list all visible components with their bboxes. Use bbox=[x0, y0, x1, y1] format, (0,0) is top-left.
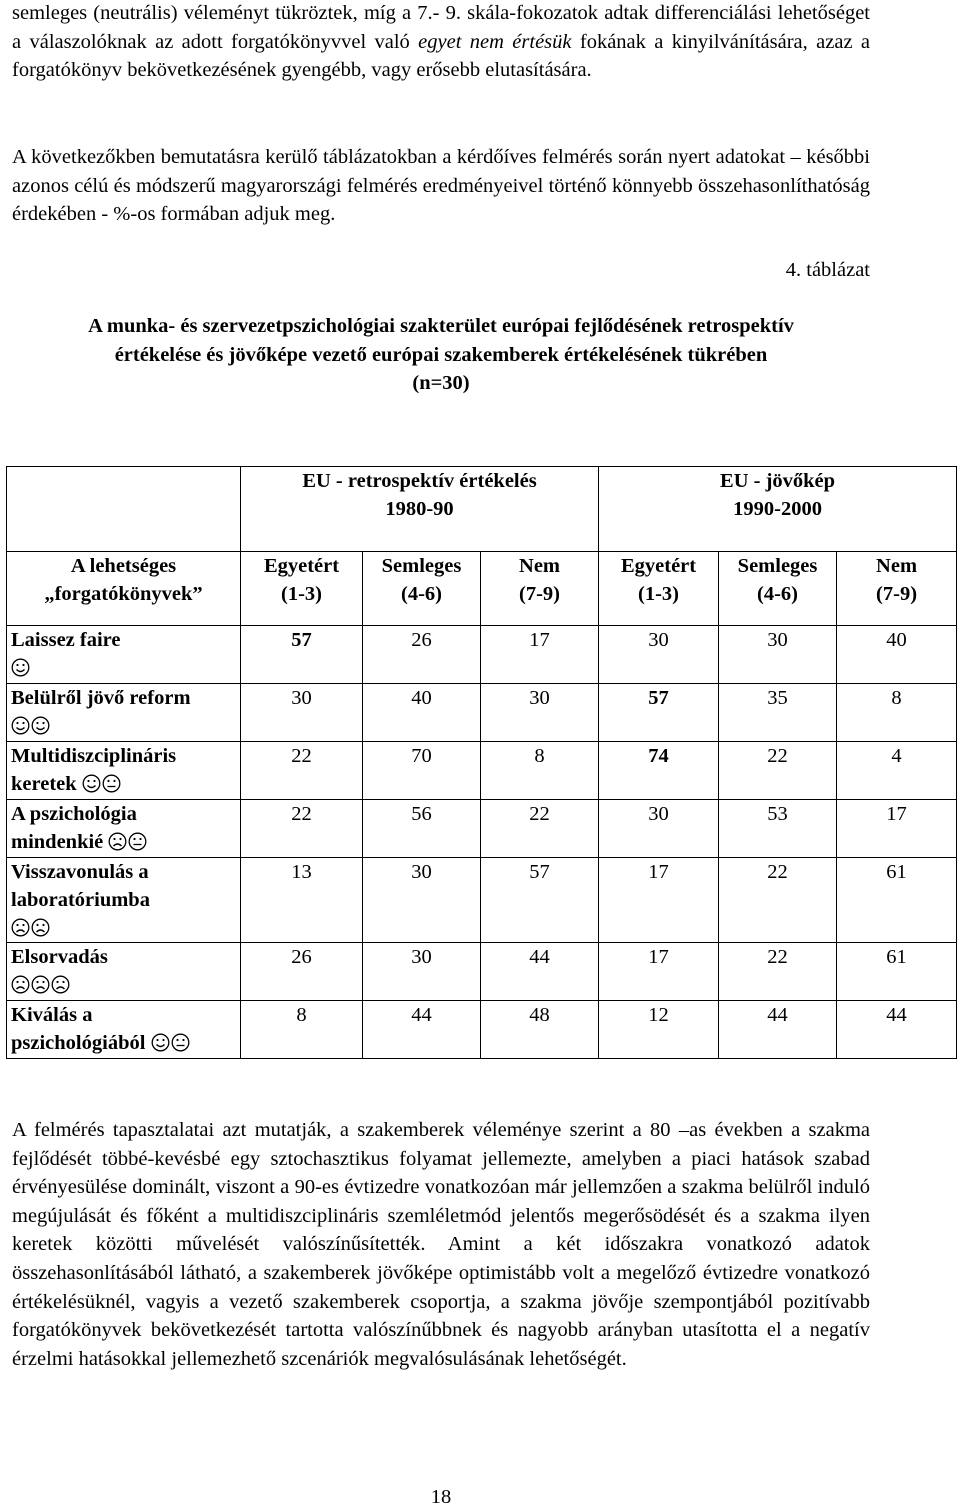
table-row bbox=[7, 684, 957, 742]
row-label-text: Belülről jövő reform bbox=[11, 687, 191, 709]
table-title bbox=[0, 312, 882, 398]
table-cell: 57 bbox=[481, 858, 599, 943]
table-cell: 8 bbox=[837, 684, 957, 742]
table-cell: 61 bbox=[837, 858, 957, 943]
row-label bbox=[7, 1001, 241, 1059]
paragraph-conclusion: A felmérés tapasztalatai azt mutatják, a szakemberek véleménye szerint a 80 –as években a szakma fejlődését többé-kevésbé egy sztochasztikus folyamat jellemezte, amelyben a piaci hatások szabad érvényesülése dominált, viszont a 90-es évtizedre vonatkozóan már jellemzően a szakma belülről induló megújulását és főként a multidiszciplináris szemléletmód jelentős megerősödését és a szakma ilyen keretek közötti művelését valószínűsítették. Amint a két időszakra vonatkozó adatok összehasonlításából látható, a szakemberek jövőképe optimistább volt a megelőző évtizedre vonatkozó értékelésüknél, vagyis a vezető szakemberek csoportja, a szakma jövője szempontjából pozitívabb forgatókönyvek bekövetkezését tartotta valószínűbbnek és nagyobb arányban utasította el a negatív érzelmi hatásokkal jellemezhető szcenáriók megvalósulásának lehetőségét. bbox=[12, 1119, 870, 1370]
smile-face-icon bbox=[82, 773, 101, 792]
table-title-line-3: (n=30) bbox=[412, 372, 470, 395]
table-cell: 22 bbox=[241, 800, 363, 858]
table-group-header-row bbox=[7, 467, 957, 552]
row-label-text: pszichológiából bbox=[11, 1032, 146, 1054]
table-cell: 74 bbox=[599, 742, 719, 800]
table-caption: 4. táblázat bbox=[785, 259, 870, 281]
frown-face-icon bbox=[11, 974, 30, 993]
col-header-4: Egyetért (1-3) bbox=[599, 552, 719, 626]
neutral-face-icon bbox=[128, 831, 147, 850]
paragraph1-emphasis: egyet nem értésük bbox=[418, 30, 572, 53]
row-label-text: mindenkié bbox=[11, 831, 104, 853]
corner-header: A lehetséges „forgatókönyvek” bbox=[7, 552, 241, 626]
col-header-5: Semleges (4-6) bbox=[719, 552, 837, 626]
table-row bbox=[7, 626, 957, 684]
smile-face-icon bbox=[151, 1032, 170, 1051]
table-cell: 61 bbox=[837, 943, 957, 1001]
table-cell: 8 bbox=[241, 1001, 363, 1059]
row-label bbox=[7, 943, 241, 1001]
row-label bbox=[7, 626, 241, 684]
table-row bbox=[7, 742, 957, 800]
table-cell: 40 bbox=[363, 684, 481, 742]
table-cell: 70 bbox=[363, 742, 481, 800]
row-label bbox=[7, 800, 241, 858]
table-cell: 44 bbox=[719, 1001, 837, 1059]
row-label-text: Elsorvadás bbox=[11, 946, 108, 968]
table-cell: 22 bbox=[719, 858, 837, 943]
frown-face-icon bbox=[51, 974, 70, 993]
frown-face-icon bbox=[31, 917, 50, 936]
table-cell: 30 bbox=[363, 858, 481, 943]
paragraph-table-intro: A következőkben bemutatásra kerülő táblázatokban a kérdőíves felmérés során nyert adatokat – későbbi azonos célú és módszerű magyarországi felmérés eredményeivel történő könnyebb összehasonlíthatóság érdekében - %-os formában adjuk meg. bbox=[12, 146, 870, 226]
table-cell: 30 bbox=[599, 800, 719, 858]
table-cell: 13 bbox=[241, 858, 363, 943]
table-cell: 8 bbox=[481, 742, 599, 800]
smile-face-icon bbox=[11, 657, 30, 676]
neutral-face-icon bbox=[102, 773, 121, 792]
row-label bbox=[7, 742, 241, 800]
frown-face-icon bbox=[11, 917, 30, 936]
table-cell: 57 bbox=[241, 626, 363, 684]
row-label-text: Kiválás a bbox=[11, 1004, 93, 1026]
row-label-text: Laissez faire bbox=[11, 629, 121, 651]
table-cell: 35 bbox=[719, 684, 837, 742]
table-cell: 17 bbox=[481, 626, 599, 684]
table-cell: 12 bbox=[599, 1001, 719, 1059]
paragraph1-text-a: semleges (neutrális) véleményt tükröztek, míg a 7.- 9. skála-fokozatok adtak differenciálási lehetőséget a válaszolóknak az adott forgatókönyvvel való bbox=[12, 2, 870, 53]
table-cell: 4 bbox=[837, 742, 957, 800]
table-cell: 44 bbox=[481, 943, 599, 1001]
paragraph1-text-b: fokának a kinyilvánítására, azaz a forgatókönyv bekövetkezésének gyengébb, vagy erősebb elutasítására. bbox=[12, 30, 871, 82]
col-header-2: Semleges (4-6) bbox=[363, 552, 481, 626]
table-cell: 30 bbox=[363, 943, 481, 1001]
row-label-text: Multidiszciplináris bbox=[11, 745, 177, 767]
row-label bbox=[7, 684, 241, 742]
group-header-retrospective: EU - retrospektív értékelés 1980-90 bbox=[241, 467, 599, 552]
table-cell: 22 bbox=[481, 800, 599, 858]
table-cell: 17 bbox=[599, 858, 719, 943]
table-cell: 40 bbox=[837, 626, 957, 684]
paragraph-scale-description bbox=[12, 0, 870, 85]
page-number: 18 bbox=[430, 1486, 452, 1508]
row-label bbox=[7, 858, 241, 943]
row-label-text: A pszichológia bbox=[11, 803, 137, 825]
table-row bbox=[7, 1001, 957, 1059]
group-header-future: EU - jövőkép 1990-2000 bbox=[599, 467, 957, 552]
table-cell: 17 bbox=[599, 943, 719, 1001]
table-column-header-row bbox=[7, 552, 957, 626]
table-cell: 30 bbox=[481, 684, 599, 742]
table-row bbox=[7, 800, 957, 858]
table-cell: 48 bbox=[481, 1001, 599, 1059]
row-label-text: Visszavonulás a bbox=[11, 861, 149, 883]
smile-face-icon bbox=[11, 715, 30, 734]
scenario-table bbox=[6, 466, 957, 1059]
frown-face-icon bbox=[31, 974, 50, 993]
table-cell: 26 bbox=[241, 943, 363, 1001]
table-cell: 17 bbox=[837, 800, 957, 858]
smile-face-icon bbox=[31, 715, 50, 734]
table-cell: 30 bbox=[241, 684, 363, 742]
table-title-line-1: A munka- és szervezetpszichológiai szakterület európai fejlődésének retrospektív bbox=[88, 315, 794, 337]
table-cell: 44 bbox=[363, 1001, 481, 1059]
table-empty-corner bbox=[7, 467, 241, 552]
table-cell: 53 bbox=[719, 800, 837, 858]
table-cell: 44 bbox=[837, 1001, 957, 1059]
neutral-face-icon bbox=[171, 1032, 190, 1051]
table-cell: 26 bbox=[363, 626, 481, 684]
table-cell: 30 bbox=[719, 626, 837, 684]
row-label-text: keretek bbox=[11, 773, 77, 795]
table-cell: 56 bbox=[363, 800, 481, 858]
col-header-1: Egyetért (1-3) bbox=[241, 552, 363, 626]
row-label-text: laboratóriumba bbox=[11, 889, 150, 911]
table-cell: 22 bbox=[719, 943, 837, 1001]
table-cell: 22 bbox=[719, 742, 837, 800]
table-cell: 57 bbox=[599, 684, 719, 742]
col-header-6: Nem (7-9) bbox=[837, 552, 957, 626]
col-header-3: Nem (7-9) bbox=[481, 552, 599, 626]
table-row bbox=[7, 943, 957, 1001]
table-cell: 30 bbox=[599, 626, 719, 684]
table-row bbox=[7, 858, 957, 943]
table-cell: 22 bbox=[241, 742, 363, 800]
table-title-line-2: értékelése és jövőképe vezető európai szakemberek értékelésének tükrében bbox=[114, 343, 768, 366]
frown-face-icon bbox=[108, 831, 127, 850]
